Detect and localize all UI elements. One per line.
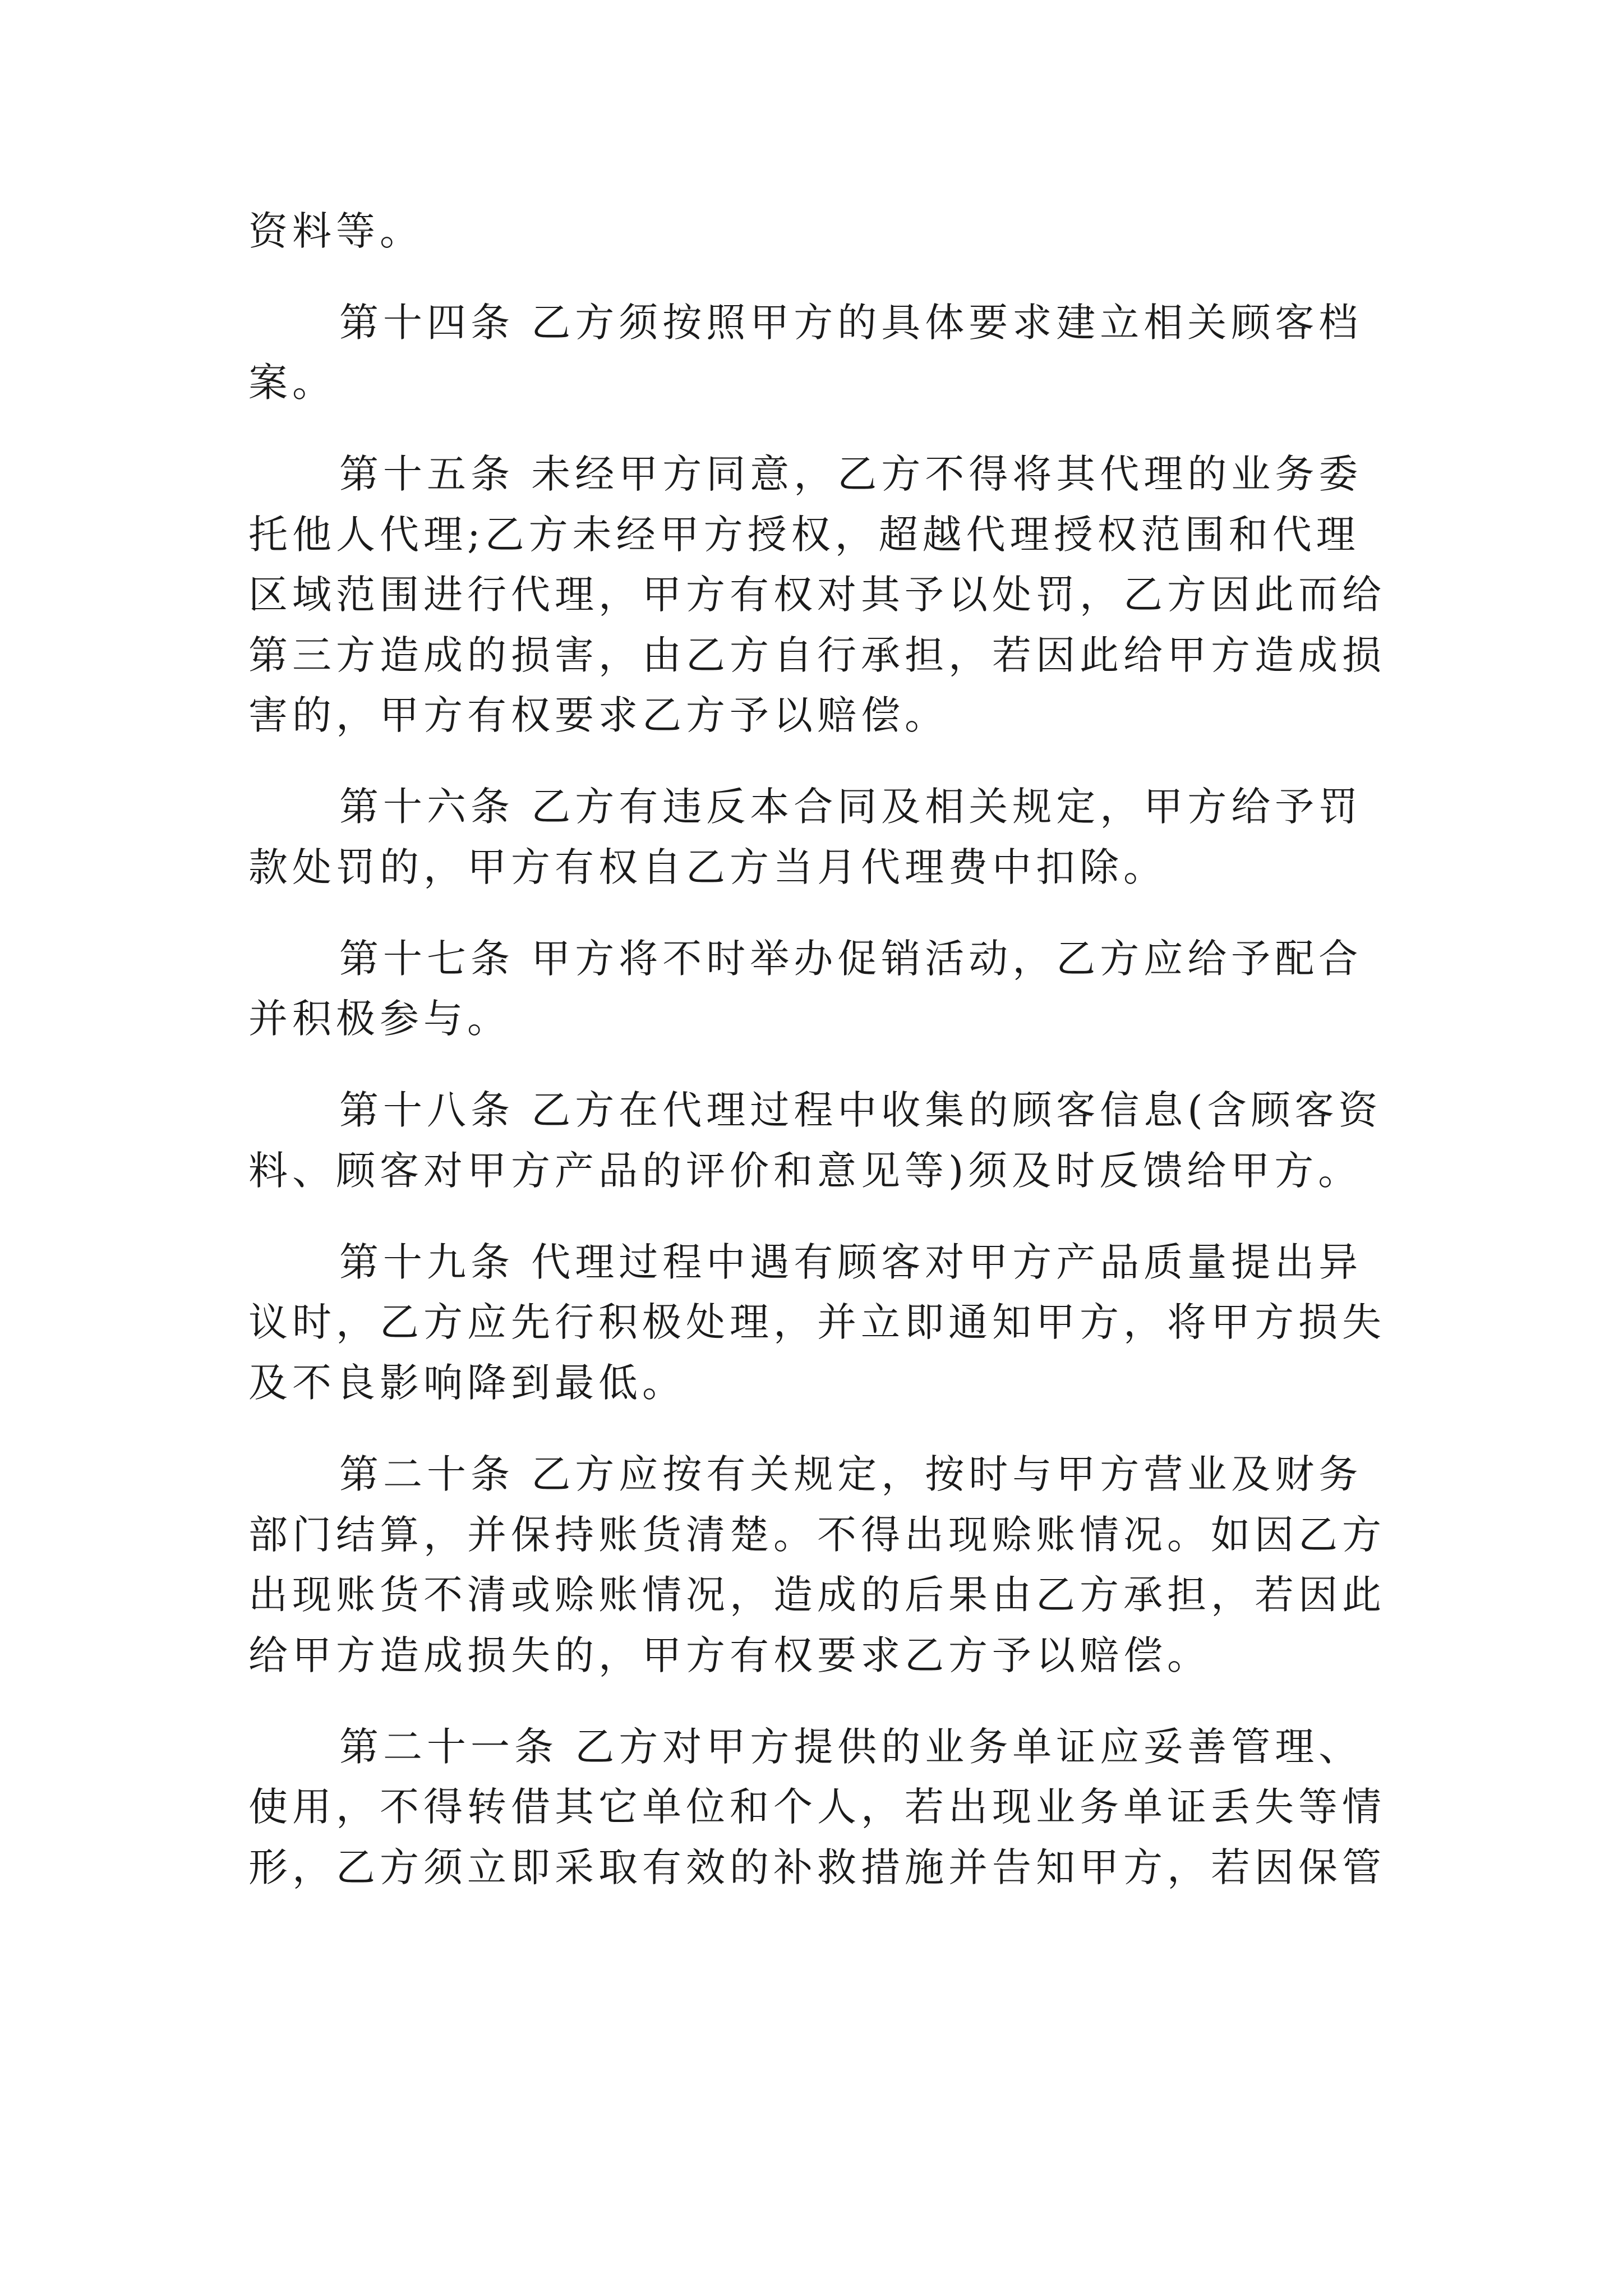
text-line: 第二十条 乙方应按有关规定，按时与甲方营业及财务 <box>339 1451 1363 1497</box>
text-line: 案。 <box>248 360 336 406</box>
text-line: 第十九条 代理过程中遇有顾客对甲方产品质量提出异 <box>339 1239 1363 1285</box>
text-line: 议时，乙方应先行积极处理，并立即通知甲方，将甲方损失 <box>248 1299 1386 1345</box>
text-line: 第十四条 乙方须按照甲方的具体要求建立相关顾客档 <box>339 300 1363 346</box>
text-line: 区域范围进行代理，甲方有权对其予以处罚，乙方因此而给 <box>248 572 1386 618</box>
text-line: 使用，不得转借其它单位和个人，若出现业务单证丢失等情 <box>248 1784 1386 1830</box>
text-line: 第二十一条 乙方对甲方提供的业务单证应妥善管理、 <box>339 1724 1363 1770</box>
text-line: 托他人代理;乙方未经甲方授权，超越代理授权范围和代理 <box>248 512 1360 558</box>
text-line: 料、顾客对甲方产品的评价和意见等)须及时反馈给甲方。 <box>248 1148 1362 1194</box>
text-line: 资料等。 <box>248 208 423 254</box>
text-line: 第十八条 乙方在代理过程中收集的顾客信息(含顾客资 <box>339 1087 1382 1133</box>
text-line: 给甲方造成损失的，甲方有权要求乙方予以赔偿。 <box>248 1632 1211 1678</box>
text-line: 第十五条 未经甲方同意，乙方不得将其代理的业务委 <box>339 451 1363 497</box>
text-line: 部门结算，并保持账货清楚。不得出现赊账情况。如因乙方 <box>248 1512 1386 1558</box>
text-line: 并积极参与。 <box>248 996 511 1042</box>
text-line: 害的，甲方有权要求乙方予以赔偿。 <box>248 692 948 738</box>
text-line: 出现账货不清或赊账情况，造成的后果由乙方承担，若因此 <box>248 1572 1386 1618</box>
text-line: 第十七条 甲方将不时举办促销活动，乙方应给予配合 <box>339 936 1363 982</box>
text-line: 及不良影响降到最低。 <box>248 1360 686 1406</box>
text-line: 款处罚的，甲方有权自乙方当月代理费中扣除。 <box>248 844 1167 890</box>
text-line: 第三方造成的损害，由乙方自行承担，若因此给甲方造成损 <box>248 632 1386 678</box>
text-line: 形，乙方须立即采取有效的补救措施并告知甲方，若因保管 <box>248 1844 1386 1890</box>
text-line: 第十六条 乙方有违反本合同及相关规定，甲方给予罚 <box>339 784 1363 830</box>
